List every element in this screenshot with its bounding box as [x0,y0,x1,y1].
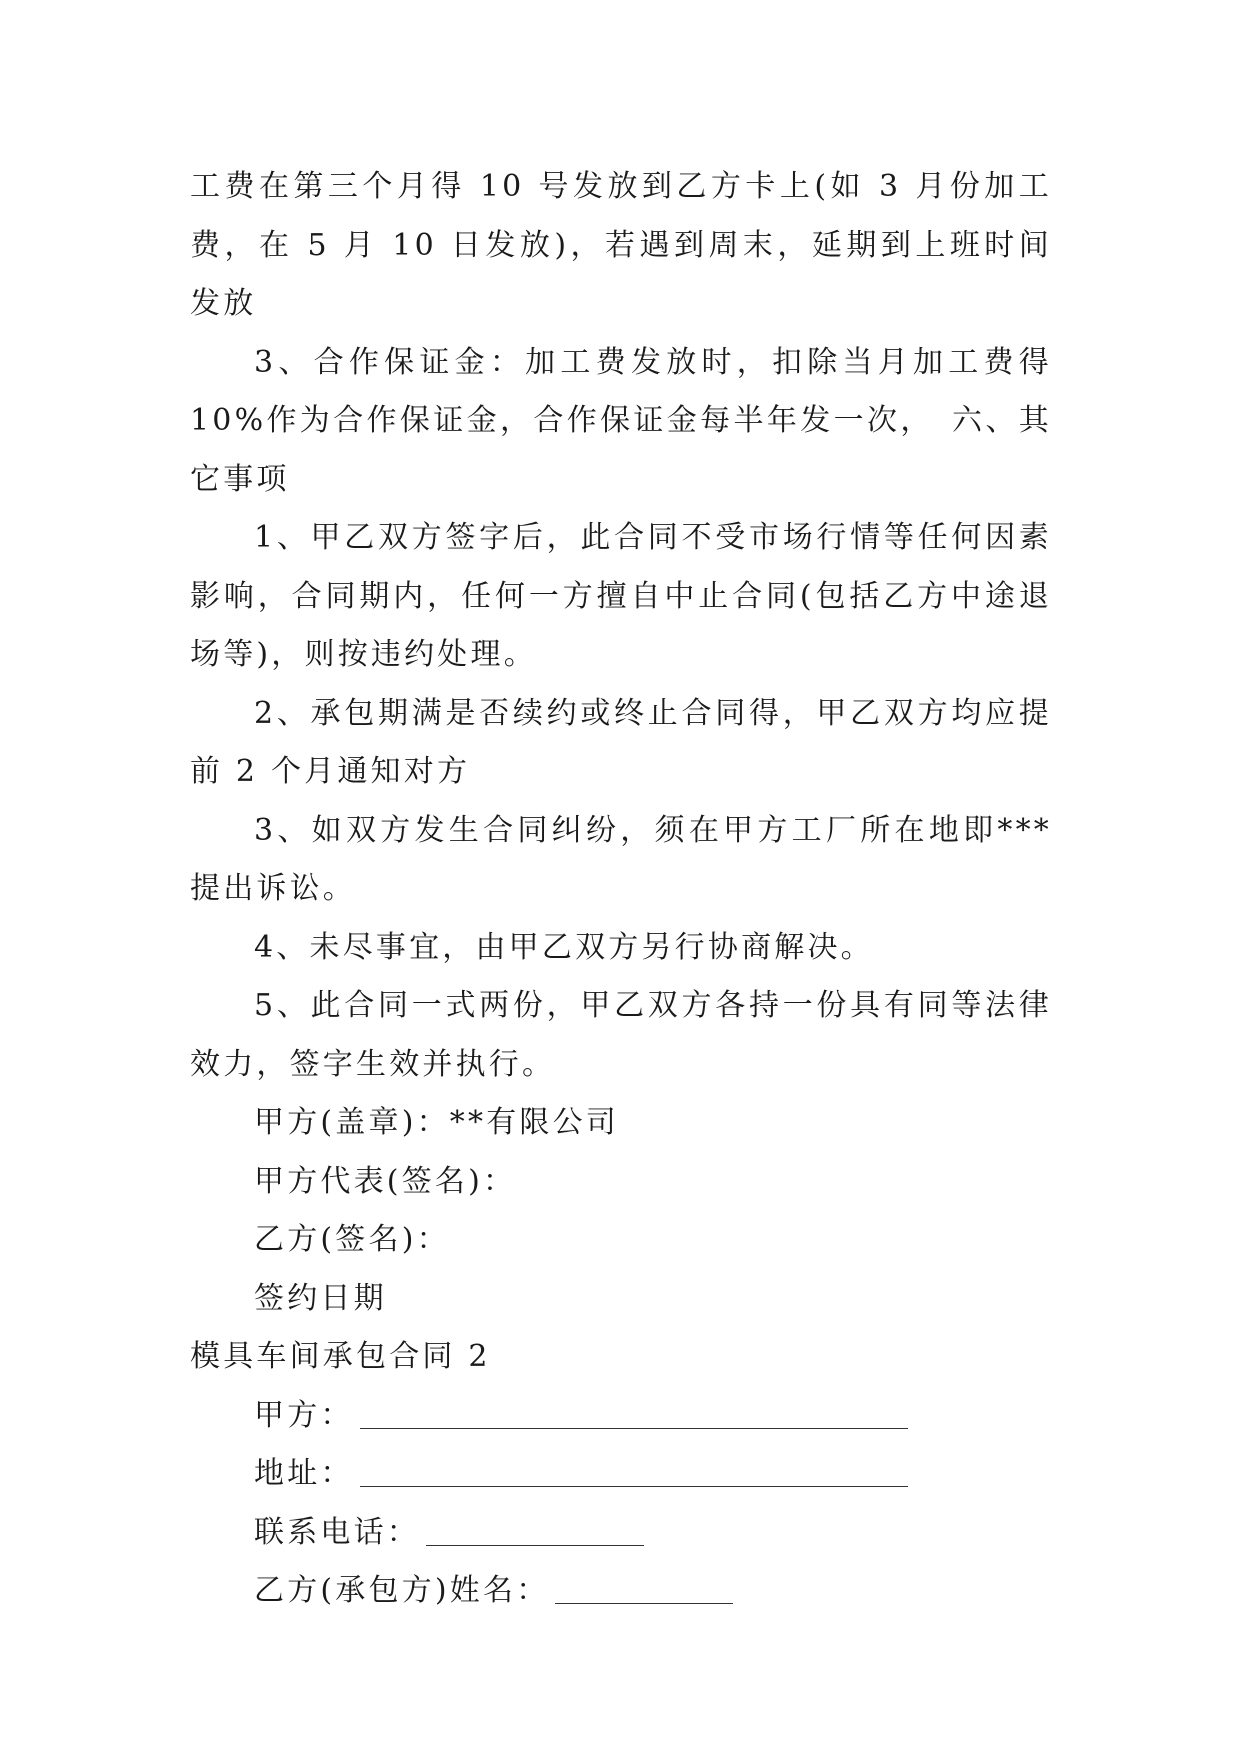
address-label: 地址： [254,1456,354,1491]
phone-label: 联系电话： [254,1514,420,1550]
document-body [190,158,1052,1621]
party-b-blank [555,1569,733,1604]
contract-2-title: 模具车间承包合同 2 [190,1339,491,1374]
address-blank [360,1452,908,1487]
phone-blank [426,1511,644,1546]
phone-field-row [190,1504,1052,1563]
party-a-label: 甲方： [254,1397,354,1433]
party-b-field-row [190,1562,1052,1621]
party-b-signature-line: 乙方(签名)： [254,1222,450,1257]
party-a-seal-line: 甲方(盖章)：**有限公司 [254,1105,620,1140]
paragraph-clause-3: 3、如双方发生合同纠纷，须在甲方工厂所在地即***提出诉讼。 [190,812,1052,906]
address-field-row [190,1445,1052,1504]
paragraph-clause-4: 4、未尽事宜，由甲乙双方另行协商解决。 [254,929,874,965]
paragraph-deposit: 3、合作保证金：加工费发放时，扣除当月加工费得 10%作为合作保证金，合作保证金每半年发一次， 六、其它事项 [190,344,1052,497]
paragraph-payment-date: 工费在第三个月得 10 号发放到乙方卡上(如 3 月份加工费，在 5 月 10 日发放)，若遇到周末，延期到上班时间发放 [190,169,1052,321]
paragraph-clause-2: 2、承包期满是否续约或终止合同得，甲乙双方均应提前 2 个月通知对方 [190,695,1052,789]
party-a-representative-line: 甲方代表(签名)： [254,1163,517,1199]
party-a-blank [360,1394,908,1429]
sign-date-line: 签约日期 [254,1280,387,1316]
party-b-label: 乙方(承包方)姓名： [254,1573,550,1608]
paragraph-clause-5: 5、此合同一式两份，甲乙双方各持一份具有同等法律效力，签字生效并执行。 [190,988,1052,1082]
party-a-field-row [190,1387,1052,1446]
paragraph-clause-1: 1、甲乙双方签字后，此合同不受市场行情等任何因素影响，合同期内，任何一方擅自中止合同(包括乙方中途退场等)，则按违约处理。 [190,520,1052,672]
